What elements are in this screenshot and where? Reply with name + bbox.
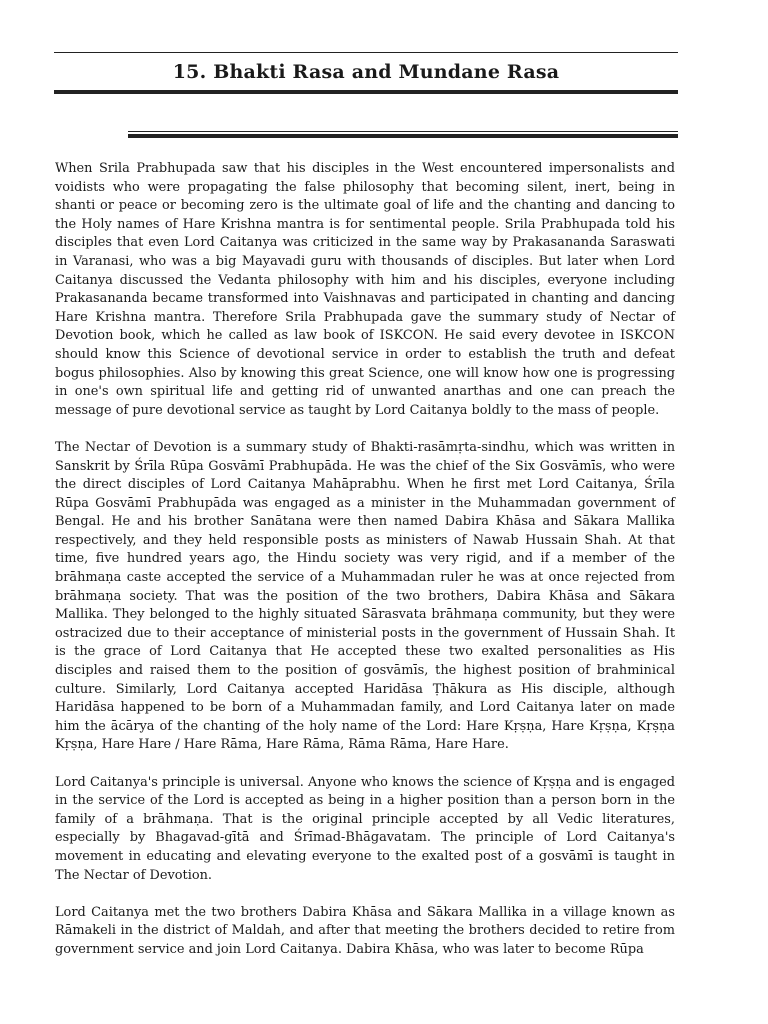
paragraph: Lord Caitanya met the two brothers Dabira Khāsa and Sākara Mallika in a village known as Rāmakeli in the district of Maldah, and after that meeting the brothers decided to retire from government service and join Lord Caitanya. Dabira Khāsa, who was later to become Rūpa	[55, 904, 675, 957]
paragraph: When Srila Prabhupada saw that his disciples in the West encountered impersonalists and voidists who were propagating the false philosophy that becoming silent, inert, being in shanti or peace or becoming zero is the ultimate goal of life and the chanting and dancing to the Holy names of Hare Krishna mantra is for sentimental people. Srila Prabhupada told his disciples that even Lord Caitanya was criticized in the same way by Prakasananda Saraswati in Varanasi, who was a big Mayavadi guru with thousands of disciples. But later when Lord Caitanya discussed the Vedanta philosophy with him and his disciples, everyone including Prakasananda became transformed into Vaishnavas and participated in chanting and dancing Hare Krishna mantra. Therefore Srila Prabhupada gave the summary study of Nectar of Devotion book, which he called as law book of ISKCON. He said every devotee in ISKCON should know this Science of devotional service in order to establish the truth and defeat bogus philosophies. Also by knowing this great Science, one will know how one is progressing in one's own spiritual life and getting rid of unwanted anarthas and one can preach the message of pure devotional service as taught by Lord Caitanya boldly to the mass of people.	[55, 161, 675, 418]
chapter-title: 15. Bhakti Rasa and Mundane Rasa	[172, 60, 560, 83]
chapter-title-block	[54, 52, 678, 94]
body-text	[55, 160, 675, 978]
double-rule-divider	[128, 131, 678, 138]
paragraph: The Nectar of Devotion is a summary study of Bhakti-rasāmṛta-sindhu, which was written in Sanskrit by Śrīla Rūpa Gosvāmī Prabhupāda. He was the chief of the Six Gosvāmīs, who were the direct disciples of Lord Caitanya Mahāprabhu. When he first met Lord Caitanya, Śrīla Rūpa Gosvāmī Prabhupāda was engaged as a minister in the Muhammadan government of Bengal. He and his brother Sanātana were then named Dabira Khāsa and Sākara Mallika respectively, and they held responsible posts as ministers of Nawab Hussain Shah. At that time, five hundred years ago, the Hindu society was very rigid, and if a member of the brāhmaṇa caste accepted the service of a Muhammadan ruler he was at once rejected from brāhmaṇa society. That was the position of the two brothers, Dabira Khāsa and Sākara Mallika. They belonged to the highly situated Sārasvata brāhmaṇa community, but they were ostracized due to their acceptance of ministerial posts in the government of Hussain Shah. It is the grace of Lord Caitanya that He accepted these two exalted personalities as His disciples and raised them to the position of gosvāmīs, the highest position of brahminical culture. Similarly, Lord Caitanya accepted Haridāsa Ṭhākura as His disciple, although Haridāsa happened to be born of a Muhammadan family, and Lord Caitanya later on made him the ācārya of the chanting of the holy name of the Lord: Hare Kṛṣṇa, Hare Kṛṣṇa, Kṛṣṇa Kṛṣṇa, Hare Hare / Hare Rāma, Hare Rāma, Rāma Rāma, Hare Hare.	[55, 439, 675, 753]
paragraph: Lord Caitanya's principle is universal. Anyone who knows the science of Kṛṣṇa and is engaged in the service of the Lord is accepted as being in a higher position than a person born in the family of a brāhmaṇa. That is the original principle accepted by all Vedic literatures, especially by Bhagavad-gītā and Śrīmad-Bhāgavatam. The principle of Lord Caitanya's movement in educating and elevating everyone to the exalted post of a gosvāmī is taught in The Nectar of Devotion.	[55, 774, 675, 883]
